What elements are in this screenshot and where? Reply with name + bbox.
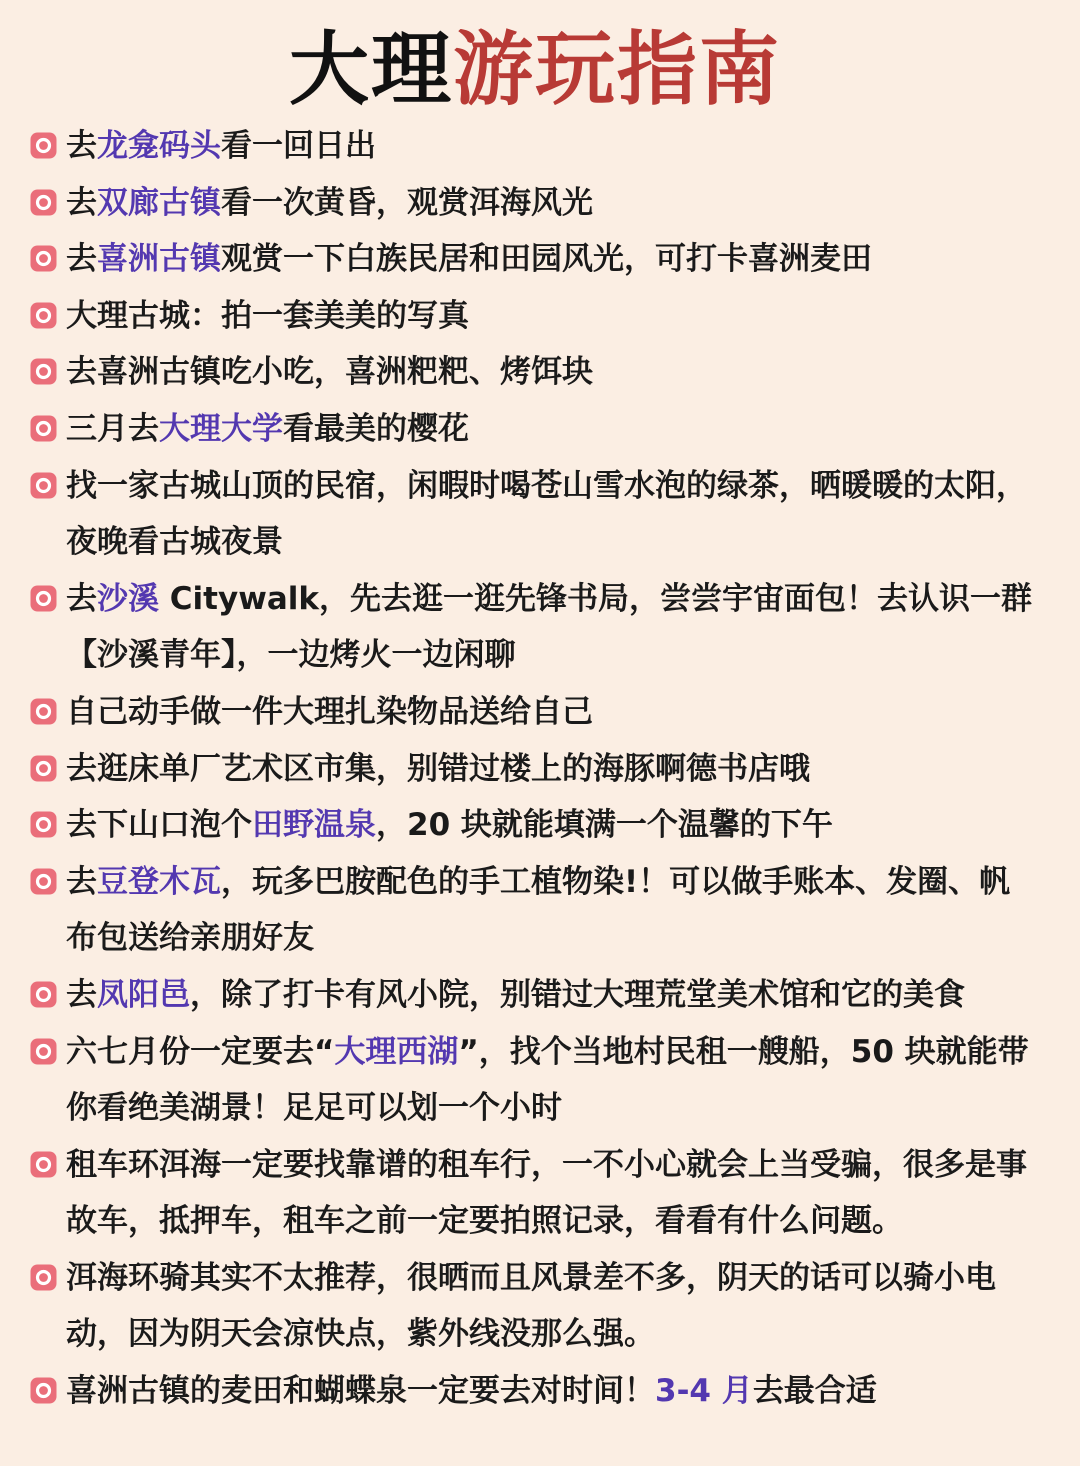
record-button-icon bbox=[30, 585, 57, 612]
tip-text: 喜洲古镇的麦田和蝴蝶泉一定要去对时间！ bbox=[66, 1373, 655, 1410]
tip-highlight: 双廊古镇 bbox=[97, 184, 221, 221]
tip-text: 洱海环骑其实不太推荐，很晒而且风景差不多，阴天的话可以骑小电动，因为阴天会凉快点，紫外线没那么强。 bbox=[66, 1259, 996, 1353]
tip-item bbox=[30, 1250, 1040, 1363]
tip-text: 去 bbox=[66, 241, 97, 278]
tip-text: ，20 块就能填满一个温馨的下午 bbox=[376, 807, 833, 844]
tip-text: 去 bbox=[66, 863, 97, 900]
tip-text: 去最合适 bbox=[752, 1373, 877, 1410]
record-button-icon bbox=[30, 189, 57, 216]
tip-item bbox=[30, 231, 1040, 288]
tip-text: ，除了打卡有风小院，别错过大理荒堂美术馆和它的美食 bbox=[190, 976, 965, 1013]
tip-item bbox=[30, 1363, 1040, 1420]
tip-text: 去逛床单厂艺术区市集，别错过楼上的海豚啊德书店哦 bbox=[66, 750, 810, 787]
record-button-icon bbox=[30, 981, 57, 1008]
record-button-icon bbox=[30, 358, 57, 385]
tip-text: 三月去 bbox=[66, 410, 159, 447]
tip-text: 去 bbox=[66, 976, 97, 1013]
tip-item bbox=[30, 684, 1040, 741]
record-button-icon bbox=[30, 755, 57, 782]
tip-text: 去 bbox=[66, 128, 97, 164]
record-button-icon bbox=[30, 1264, 57, 1291]
page-title-part-1: 大理 bbox=[289, 23, 453, 116]
tip-text: 去喜洲古镇吃小吃，喜洲粑粑、烤饵块 bbox=[66, 354, 593, 391]
record-button-icon bbox=[30, 132, 57, 159]
tip-highlight: 3-4 月 bbox=[655, 1373, 753, 1410]
tip-text: 观赏一下白族民居和田园风光，可打卡喜洲麦田 bbox=[221, 241, 872, 278]
record-button-icon bbox=[30, 302, 57, 329]
tip-item bbox=[30, 571, 1040, 684]
tip-highlight: 凤阳邑 bbox=[97, 976, 190, 1013]
record-button-icon bbox=[30, 811, 57, 838]
tip-highlight: 喜洲古镇 bbox=[97, 241, 221, 278]
record-button-icon bbox=[30, 415, 57, 442]
tip-highlight: 大理大学 bbox=[159, 410, 283, 447]
record-button-icon bbox=[30, 1377, 57, 1404]
tip-item bbox=[30, 401, 1040, 458]
tip-item bbox=[30, 288, 1040, 345]
page-title-part-2: 游玩指南 bbox=[453, 23, 781, 116]
tip-text: Citywalk，先去逛一逛先锋书局，尝尝宇宙面包！去认识一群【沙溪青年】，一边烤火一边闲聊 bbox=[66, 580, 1032, 674]
tip-item bbox=[30, 967, 1040, 1024]
tip-text: 去 bbox=[66, 580, 97, 617]
record-button-icon bbox=[30, 1151, 57, 1178]
tip-text: ”，找个当地村民租一艘船，50 块就能带你看绝美湖景！足足可以划一个小时 bbox=[66, 1033, 1029, 1127]
tip-text: 找一家古城山顶的民宿，闲暇时喝苍山雪水泡的绿茶，晒暖暖的太阳，夜晚看古城夜景 bbox=[66, 467, 1027, 561]
tip-highlight: 沙溪 bbox=[97, 580, 159, 617]
tip-highlight: 豆登木瓦 bbox=[97, 863, 221, 900]
tip-text: ，玩多巴胺配色的手工植物染!！可以做手账本、发圈、帆布包送给亲朋好友 bbox=[66, 863, 1011, 957]
tip-item bbox=[30, 1137, 1040, 1250]
tip-item bbox=[30, 175, 1040, 232]
record-button-icon bbox=[30, 698, 57, 725]
tip-item bbox=[30, 1024, 1040, 1137]
tip-highlight: 大理西湖 bbox=[334, 1033, 459, 1070]
tip-text: 看一次黄昏，观赏洱海风光 bbox=[221, 184, 593, 221]
tip-item bbox=[30, 854, 1040, 967]
tip-item bbox=[30, 797, 1040, 854]
tip-item bbox=[30, 458, 1040, 571]
page-title bbox=[30, 0, 1040, 118]
tip-text: 看一回日出 bbox=[221, 128, 376, 164]
record-button-icon bbox=[30, 1038, 57, 1065]
tip-text: 去下山口泡个 bbox=[66, 807, 252, 844]
tip-text: 租车环洱海一定要找靠谱的租车行，一不小心就会上当受骗，很多是事故车，抵押车，租车之前一定要拍照记录，看看有什么问题。 bbox=[66, 1146, 1027, 1240]
tip-text: 自己动手做一件大理扎染物品送给自己 bbox=[66, 693, 593, 730]
record-button-icon bbox=[30, 472, 57, 499]
tip-item bbox=[30, 741, 1040, 798]
record-button-icon bbox=[30, 868, 57, 895]
tip-text: 六七月份一定要去“ bbox=[66, 1033, 335, 1070]
tip-text: 看最美的樱花 bbox=[283, 410, 469, 447]
tip-highlight: 龙龛码头 bbox=[97, 128, 221, 164]
record-button-icon bbox=[30, 245, 57, 272]
tip-item bbox=[30, 344, 1040, 401]
tip-text: 大理古城：拍一套美美的写真 bbox=[66, 297, 469, 334]
tip-item bbox=[30, 118, 1040, 175]
tips-list bbox=[30, 118, 1040, 1420]
tip-highlight: 田野温泉 bbox=[252, 807, 376, 844]
tip-text: 去 bbox=[66, 184, 97, 221]
